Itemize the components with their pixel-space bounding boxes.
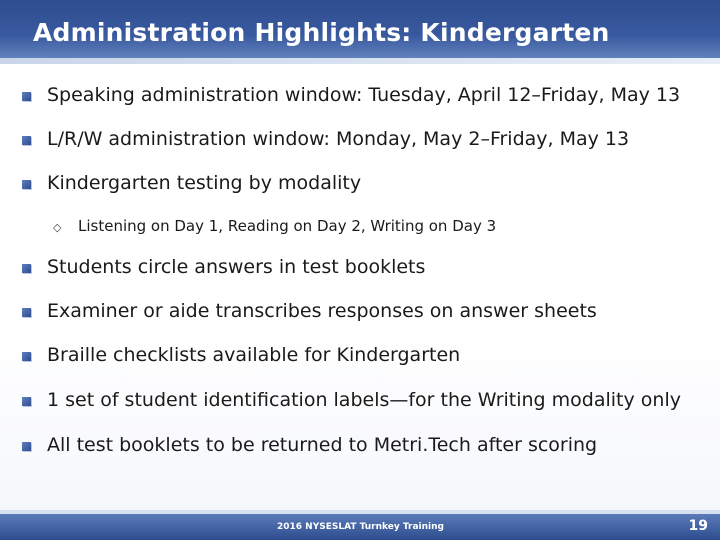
bullet-text: L/R/W administration window: Monday, May 2–Friday, May 13 (47, 128, 630, 150)
bullet-item (0, 428, 720, 458)
bullet-text: Examiner or aide transcribes responses on answer sheets (47, 300, 597, 322)
square-bullet-icon (22, 442, 31, 451)
bullet-text: All test booklets to be returned to Metri.Tech after scoring (47, 434, 598, 456)
bullet-item (0, 294, 720, 324)
square-bullet-icon (22, 352, 31, 361)
bullet-text: Braille checklists available for Kindergarten (47, 344, 461, 366)
square-bullet-icon (22, 264, 31, 273)
page-number: 19 (688, 518, 708, 534)
footer-bar (0, 514, 720, 540)
bullet-item (0, 78, 720, 108)
bullet-item (0, 250, 720, 280)
sub-bullet-text: Listening on Day 1, Reading on Day 2, Writing on Day 3 (78, 217, 497, 235)
square-bullet-icon (22, 92, 31, 101)
bullet-text: Speaking administration window: Tuesday, April 12–Friday, May 13 (47, 84, 681, 106)
bullet-text: Students circle answers in test booklets (47, 256, 426, 278)
square-bullet-icon (22, 308, 31, 317)
square-bullet-icon (22, 397, 31, 406)
sub-bullet-item (0, 214, 720, 238)
diamond-bullet-icon: ◇ (53, 221, 62, 234)
bullet-text: 1 set of student identification labels—for the Writing modality only (47, 389, 681, 411)
slide-title: Administration Highlights: Kindergarten (33, 18, 610, 47)
bullet-item (0, 338, 720, 368)
square-bullet-icon (22, 180, 31, 189)
bullet-item (0, 166, 720, 196)
bullet-item (0, 122, 720, 152)
bullet-text: Kindergarten testing by modality (47, 172, 362, 194)
title-bar (0, 0, 720, 64)
square-bullet-icon (22, 136, 31, 145)
footer-text: 2016 NYSESLAT Turnkey Training (277, 522, 444, 532)
bullet-item (0, 383, 720, 413)
